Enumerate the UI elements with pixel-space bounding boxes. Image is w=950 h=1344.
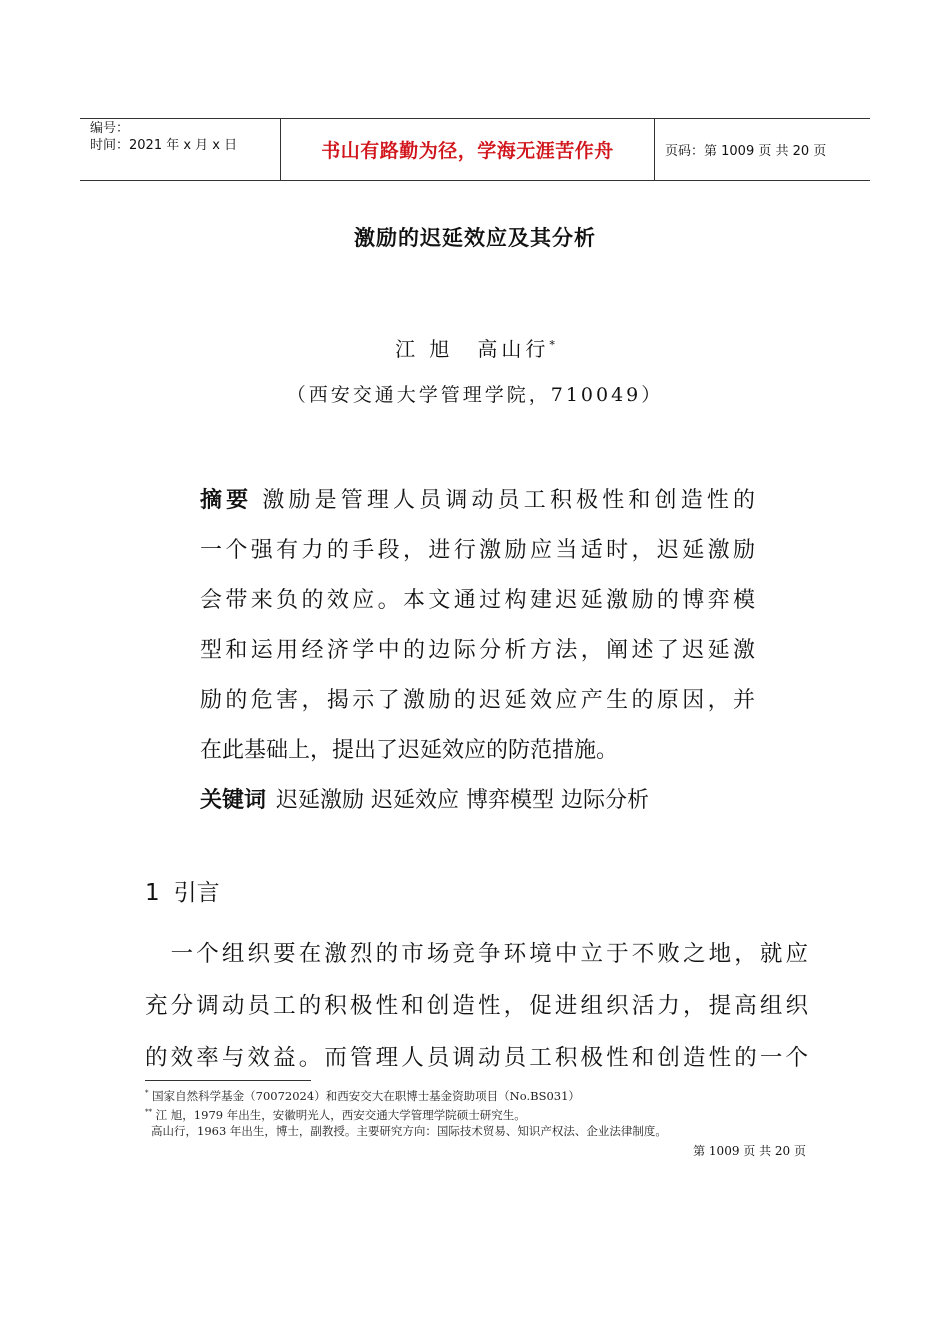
footnote-2: ** 江 旭，1979 年出生，安徽明光人，西安交通大学管理学院硕士研究生。 bbox=[145, 1107, 526, 1122]
footnotes bbox=[145, 1085, 667, 1139]
time-label: 时间：2021 年 x 月 x 日 bbox=[90, 138, 238, 153]
document-header bbox=[80, 118, 870, 181]
body-line: 的效率与效益。而管理人员调动员工积极性和创造性的一个 bbox=[145, 1045, 808, 1071]
keywords: 迟延激励 迟延效应 博弈模型 边际分析 bbox=[276, 788, 649, 813]
abstract-line: 一个强有力的手段，进行激励应当适时，迟延激励 bbox=[200, 538, 755, 563]
footnote-divider bbox=[145, 1080, 311, 1081]
abstract-label: 摘要 bbox=[200, 488, 253, 513]
page-footer: 第 1009 页 共 20 页 bbox=[693, 1144, 806, 1158]
serial-label: 编号： bbox=[90, 121, 130, 136]
header-meta bbox=[80, 119, 281, 180]
author-affiliation: （西安交通大学管理学院，710049） bbox=[286, 384, 664, 406]
keywords-label: 关键词 bbox=[200, 788, 267, 813]
body-line: 充分调动员工的积极性和创造性，促进组织活力，提高组织 bbox=[145, 993, 808, 1019]
article-title: 激励的迟延效应及其分析 bbox=[354, 226, 596, 250]
section-heading bbox=[145, 874, 220, 907]
keywords-line bbox=[200, 776, 755, 826]
section-title: 引言 bbox=[173, 880, 220, 906]
abstract-line: 励的危害，揭示了激励的迟延效应产生的原因，并 bbox=[200, 688, 755, 713]
article-authors bbox=[0, 333, 950, 362]
abstract-line: 型和运用经济学中的边际分析方法，阐述了迟延激 bbox=[200, 638, 755, 663]
header-motto: 书山有路勤为径，学海无涯苦作舟 bbox=[281, 119, 655, 180]
footnote-1: * 国家自然科学基金（70072024）和西安交大在职博士基金资助项目（No.BS031） bbox=[145, 1088, 580, 1103]
abstract-line: 在此基础上，提出了迟延效应的防范措施。 bbox=[200, 738, 619, 763]
section-body bbox=[145, 928, 808, 1084]
header-page-info: 页码：第 1009 页 共 20 页 bbox=[665, 144, 827, 159]
footnote-3: 高山行，1963 年出生，博士，副教授。主要研究方向：国际技术贸易、知识产权法、企业法律制度。 bbox=[151, 1123, 667, 1138]
body-line: 一个组织要在激烈的市场竞争环境中立于不败之地，就应 bbox=[145, 941, 808, 967]
abstract-line: 会带来负的效应。本文通过构建迟延激励的博弈模 bbox=[200, 588, 755, 613]
section-number: 1 bbox=[145, 880, 160, 906]
author-names: 江 旭 高山行 bbox=[395, 337, 550, 361]
author-mark: * bbox=[549, 338, 555, 352]
abstract-line: 摘要 激励是管理人员调动员工积极性和创造性的 bbox=[200, 488, 755, 513]
abstract-block bbox=[200, 476, 755, 826]
